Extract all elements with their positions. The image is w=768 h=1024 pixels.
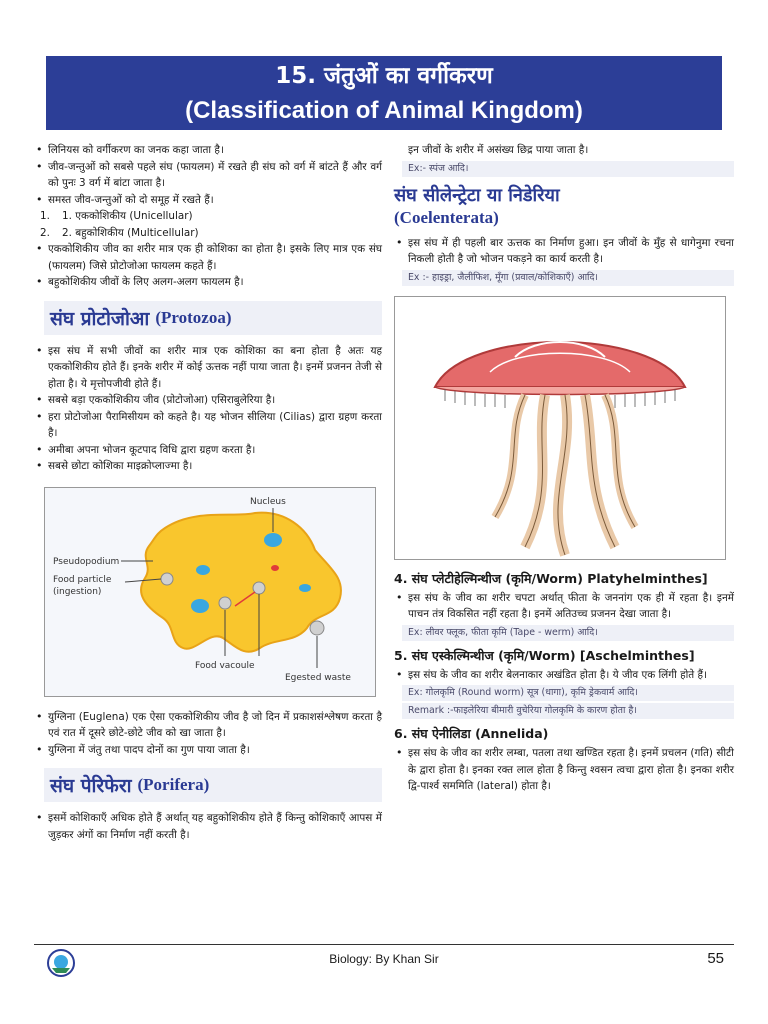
list-item: • युग्लिना (Euglena) एक ऐसा एककोशिकीय जीव है जो दिन में प्रकाशसंश्लेषण करता है एवं रात में दूसरे छोटे-छोटे जीव को खा जाता है।	[34, 709, 382, 742]
coelenterata-list	[394, 235, 734, 268]
intro-list	[34, 142, 382, 208]
heading-hindi: संघ सीलेन्ट्रेटा या निडेरिया	[394, 184, 560, 206]
platyhelminthes-example: Ex: लीवर फ्लूक, फीता कृमि (Tape - werm) आदि।	[402, 625, 734, 641]
list-number: 1.	[40, 210, 50, 222]
list-item: • युग्लिना में जंतु तथा पादप दोनों का गुण पाया जाता है।	[34, 742, 382, 759]
food-particle-label: Food particle	[53, 574, 112, 585]
annelida-list	[394, 745, 734, 795]
porifera-heading	[44, 768, 382, 802]
coelenterata-example: Ex :- हाइड्रा, जैलीफिश, मूँगा (प्रवाल/कोशिकाएँ) आदि।	[402, 270, 734, 286]
annelida-heading: 6. संघ ऐनीलिडा (Annelida)	[394, 726, 549, 741]
list-item: • जीव-जन्तुओं को सबसे पहले संघ (फायलम) में रखते ही संघ को वर्ग में बांटते हैं और वर्ग को पुनः 3 वर्ग में बांटा जाता है।	[34, 159, 382, 192]
platyhelminthes-heading: 4. संघ प्लेटीहेल्मिन्थीज (कृमि/Worm) Platyhelminthes]	[394, 570, 708, 586]
heading-hindi: संघ पेरिफेरा	[50, 775, 132, 797]
aschelminthes-list	[394, 667, 734, 684]
porifera-list	[34, 810, 382, 843]
amoeba-illustration	[45, 488, 375, 696]
list-item: • सबसे छोटा कोशिका माइक्रोप्लाज्मा है।	[34, 458, 382, 475]
list-item: • इस संघ के जीव का शरीर बेलनाकार अखंडित होता है। ये जीव एक लिंगी होते हैं।	[394, 667, 734, 684]
list-item	[40, 208, 382, 225]
list-item: • इस संघ के जीव का शरीर चपटा अर्थात् फीता के जननांग एक ही में रहता है। इनमें पाचन तंत्र विकसित नहीं रहता है। इनमें अतिउच्च प्रजनन देखा जाता है।	[394, 590, 734, 623]
aschelminthes-example: Ex: गोलकृमि (Round worm) सूत्र (धागा), कृमि ड्रेकवार्म आदि।	[402, 685, 734, 701]
list-item: • बहुकोशिकीय जीवों के लिए अलग-अलग फायलम है।	[34, 274, 382, 291]
footer-divider	[34, 944, 734, 945]
egested-waste-label: Egested waste	[285, 672, 351, 683]
porifera-example: Ex:- स्पंज आदि।	[402, 161, 734, 177]
list-item: • समस्त जीव-जन्तुओं को दो समूह में रखते हैं।	[34, 192, 382, 209]
list-item: • लिनियस को वर्गीकरण का जनक कहा जाता है।	[34, 142, 382, 159]
nucleus-label: Nucleus	[250, 496, 286, 507]
list-item: • इस संघ में सभी जीवों का शरीर मात्र एक कोशिका का बना होता है अतः यह एककोशिकीय होते हैं। इनके शरीर में कोई ऊत्तक नहीं पाया जाता है। इनमें प्रजनन तेजी से होता है। ये मृत्तोपजीवी होते हैं।	[34, 343, 382, 393]
list-item: • इसमें कोशिकाएँ अधिक होते हैं अर्थात् यह बहुकोशिकीय होते हैं किन्तु कोशिकाएँ आपस में जुड़कर अंगों का निर्माण नहीं करती है।	[34, 810, 382, 843]
food-vacuole-label: Food vacoule	[195, 660, 255, 671]
heading-english: (Porifera)	[137, 775, 210, 794]
aschelminthes-heading: 5. संघ एस्केल्मिन्थीज (कृमि/Worm) [Aschelminthes]	[394, 647, 695, 663]
right-column	[394, 142, 734, 795]
left-column	[34, 142, 382, 843]
platyhelminthes-list	[394, 590, 734, 623]
title-english: (Classification of Animal Kingdom)	[185, 97, 583, 124]
list-item: • हरा प्रोटोजोआ पैरामिसीयम को कहते है। यह भोजन सीलिया (Cilias) द्वारा ग्रहण करता है।	[34, 409, 382, 442]
porifera-continued: इन जीवों के शरीर में असंख्य छिद्र पाया जाता है।	[408, 144, 589, 156]
heading-hindi: संघ प्रोटोजोआ	[50, 307, 150, 330]
protozoa-list	[34, 343, 382, 475]
heading-english: (Protozoa)	[155, 307, 232, 327]
intro-list-2	[34, 241, 382, 291]
title-hindi: 15. जंतुओं का वर्गीकरण	[275, 63, 493, 89]
list-item: • इस संघ में ही पहली बार ऊत्तक का निर्माण हुआ। इन जीवों के मुँह से धागेनुमा रचना निकली होती है जो भोजन पकड़ने का कार्य करती है।	[394, 235, 734, 268]
coelenterata-heading	[394, 185, 734, 229]
pseudopodium-label: Pseudopodium	[53, 556, 120, 567]
jellyfish-illustration	[395, 297, 725, 559]
list-text: 1. एककोशिकीय (Unicellular)	[62, 210, 193, 222]
page-number: 55	[707, 950, 724, 967]
protozoa-heading	[44, 301, 382, 335]
group-list	[34, 208, 382, 241]
amoeba-figure	[44, 487, 376, 697]
jellyfish-figure	[394, 296, 726, 560]
list-item: • इस संघ के जीव का शरीर लम्बा, पतला तथा खण्डित रहता है। इनमें प्रचलन (गति) सीटी के द्वारा होता है। इनका रक्त लाल होता है किन्तु श्वसन त्वचा द्वारा होता है। इनका शरीर द्वि-पार्श्व सममिति (lateral) होता है।	[394, 745, 734, 795]
title-banner	[46, 56, 722, 130]
ingestion-label: (ingestion)	[53, 586, 102, 597]
euglena-list	[34, 709, 382, 759]
list-item: • एककोशिकीय जीव का शरीर मात्र एक ही कोशिका का होता है। इसके लिए मात्र एक संघ (फायलम) जिसे प्रोटोजोआ फायलम कहते हैं।	[34, 241, 382, 274]
list-item	[40, 225, 382, 242]
heading-english: (Coelenterata)	[394, 207, 499, 227]
footer-title: Biology: By Khan Sir	[329, 952, 439, 966]
list-text: 2. बहुकोशिकीय (Multicellular)	[62, 226, 199, 239]
list-item: • सबसे बड़ा एककोशिकीय जीव (प्रोटोजोआ) एसिराबुलेरिया है।	[34, 392, 382, 409]
list-item: • अमीबा अपना भोजन कूटपाद विधि द्वारा ग्रहण करता है।	[34, 442, 382, 459]
list-number: 2.	[40, 226, 50, 239]
aschelminthes-remark: Remark :-फाइलेरिया बीमारी वुचेरिया गोलकृमि के कारण होता है।	[402, 703, 734, 719]
